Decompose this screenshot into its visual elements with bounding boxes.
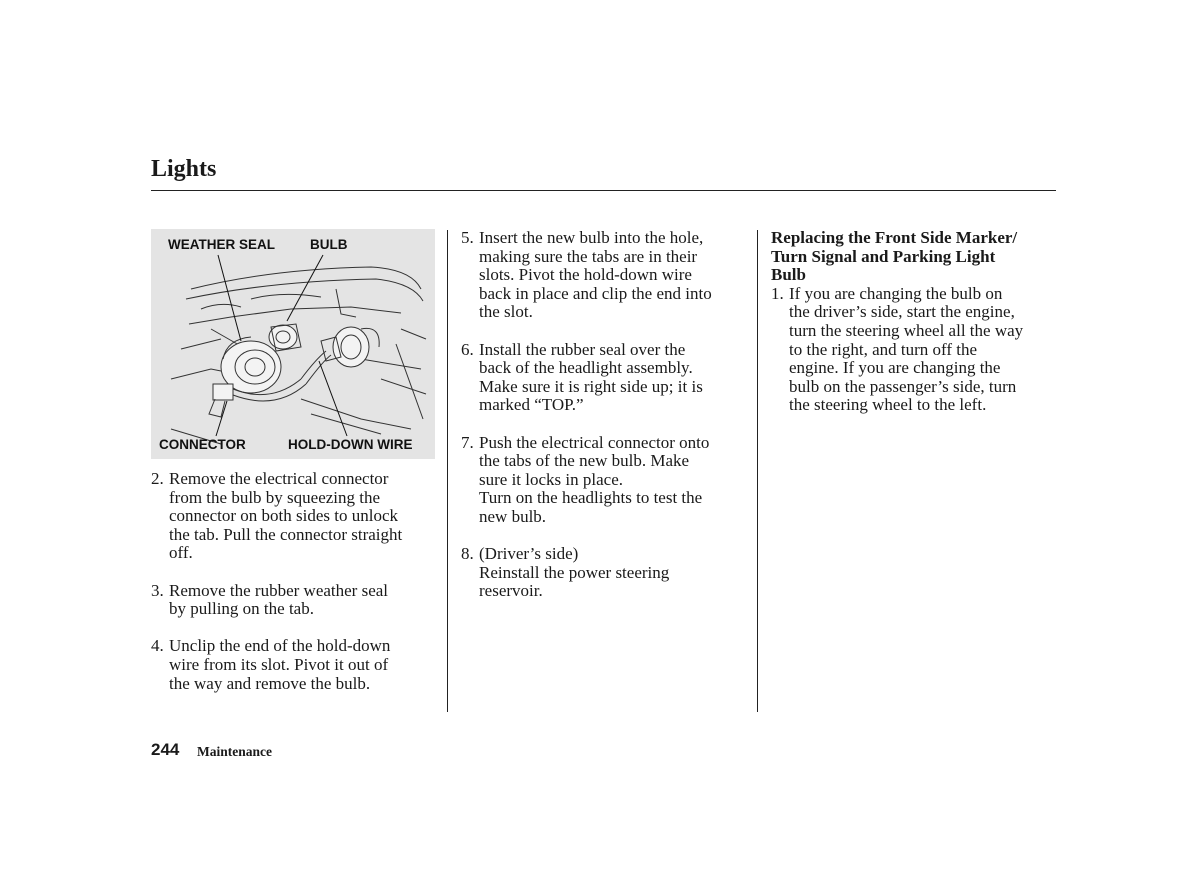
step-line: wire from its slot. Pivot it out of <box>169 654 389 674</box>
page-title: Lights <box>151 156 217 182</box>
step-2 <box>151 470 441 563</box>
section-heading <box>771 229 1071 285</box>
step-line: back in place and clip the end into <box>479 283 712 303</box>
label-connector: CONNECTOR <box>159 437 246 452</box>
step-line: Reinstall the power steering <box>479 562 670 582</box>
step-line: the slot. <box>479 302 533 322</box>
step-line: Insert the new bulb into the hole, <box>479 228 704 247</box>
column-left <box>151 470 441 693</box>
step-line: to the right, and turn off the <box>789 339 978 359</box>
step-line: sure it locks in place. <box>479 469 623 489</box>
step-5 <box>461 229 751 322</box>
step-number: 4. <box>151 636 164 656</box>
step-number: 8. <box>461 544 474 564</box>
heading-line: Turn Signal and Parking Light <box>771 246 996 266</box>
step-line: reservoir. <box>479 581 543 601</box>
step-line: Remove the electrical connector <box>169 469 389 488</box>
step-8 <box>461 545 751 601</box>
step-line: the steering wheel to the left. <box>789 395 987 415</box>
step-line: the driver’s side, start the engine, <box>789 302 1015 322</box>
headlight-bulb-illustration <box>151 229 435 459</box>
label-weather-seal: WEATHER SEAL <box>168 237 275 252</box>
step-line: marked “TOP.” <box>479 395 584 415</box>
step-number: 6. <box>461 339 474 359</box>
title-rule <box>151 190 1056 191</box>
step-3 <box>151 582 441 619</box>
step-line: off. <box>169 543 193 563</box>
step-line: Turn on the headlights to test the <box>479 488 703 508</box>
step-number: 7. <box>461 432 474 452</box>
column-right <box>771 229 1071 415</box>
step-number: 5. <box>461 228 474 247</box>
label-bulb: BULB <box>310 237 348 252</box>
step-line: Install the rubber seal over the <box>479 339 686 359</box>
step-line: Unclip the end of the hold-down <box>169 636 391 656</box>
heading-line: Replacing the Front Side Marker/ <box>771 228 1018 247</box>
step-line: Remove the rubber weather seal <box>169 580 389 600</box>
label-hold-down-wire: HOLD-DOWN WIRE <box>288 437 413 452</box>
column-divider-1 <box>447 230 448 712</box>
section-name: Maintenance <box>197 744 272 759</box>
step-line: slots. Pivot the hold-down wire <box>479 265 692 285</box>
step-line: (Driver’s side) <box>479 544 579 564</box>
step-number: 1. <box>771 283 784 303</box>
step-line: by pulling on the tab. <box>169 599 314 619</box>
page-number: 244 <box>151 740 180 759</box>
column-divider-2 <box>757 230 758 712</box>
headlight-assembly-drawing <box>151 229 435 459</box>
step-line: back of the headlight assembly. <box>479 358 693 378</box>
step-line: bulb on the passenger’s side, turn <box>789 376 1017 396</box>
step-line: from the bulb by squeezing the <box>169 487 381 507</box>
step-number: 2. <box>151 469 164 488</box>
step-line: making sure the tabs are in their <box>479 246 698 266</box>
step-number: 3. <box>151 580 164 600</box>
step-line: the tab. Pull the connector straight <box>169 524 403 544</box>
step-line: new bulb. <box>479 506 547 526</box>
step-line: the way and remove the bulb. <box>169 673 371 693</box>
step-line: If you are changing the bulb on <box>789 283 1003 303</box>
step-line: Make sure it is right side up; it is <box>479 376 703 396</box>
step-line: connector on both sides to unlock <box>169 506 398 526</box>
column-middle <box>461 229 751 601</box>
step-4 <box>151 637 441 693</box>
step-line: Push the electrical connector onto <box>479 432 710 452</box>
step-1 <box>771 285 1071 415</box>
step-line: the tabs of the new bulb. Make <box>479 451 690 471</box>
step-6 <box>461 341 751 415</box>
step-7 <box>461 434 751 527</box>
heading-line: Bulb <box>771 265 806 285</box>
step-line: engine. If you are changing the <box>789 358 1001 378</box>
step-line: turn the steering wheel all the way <box>789 320 1024 340</box>
